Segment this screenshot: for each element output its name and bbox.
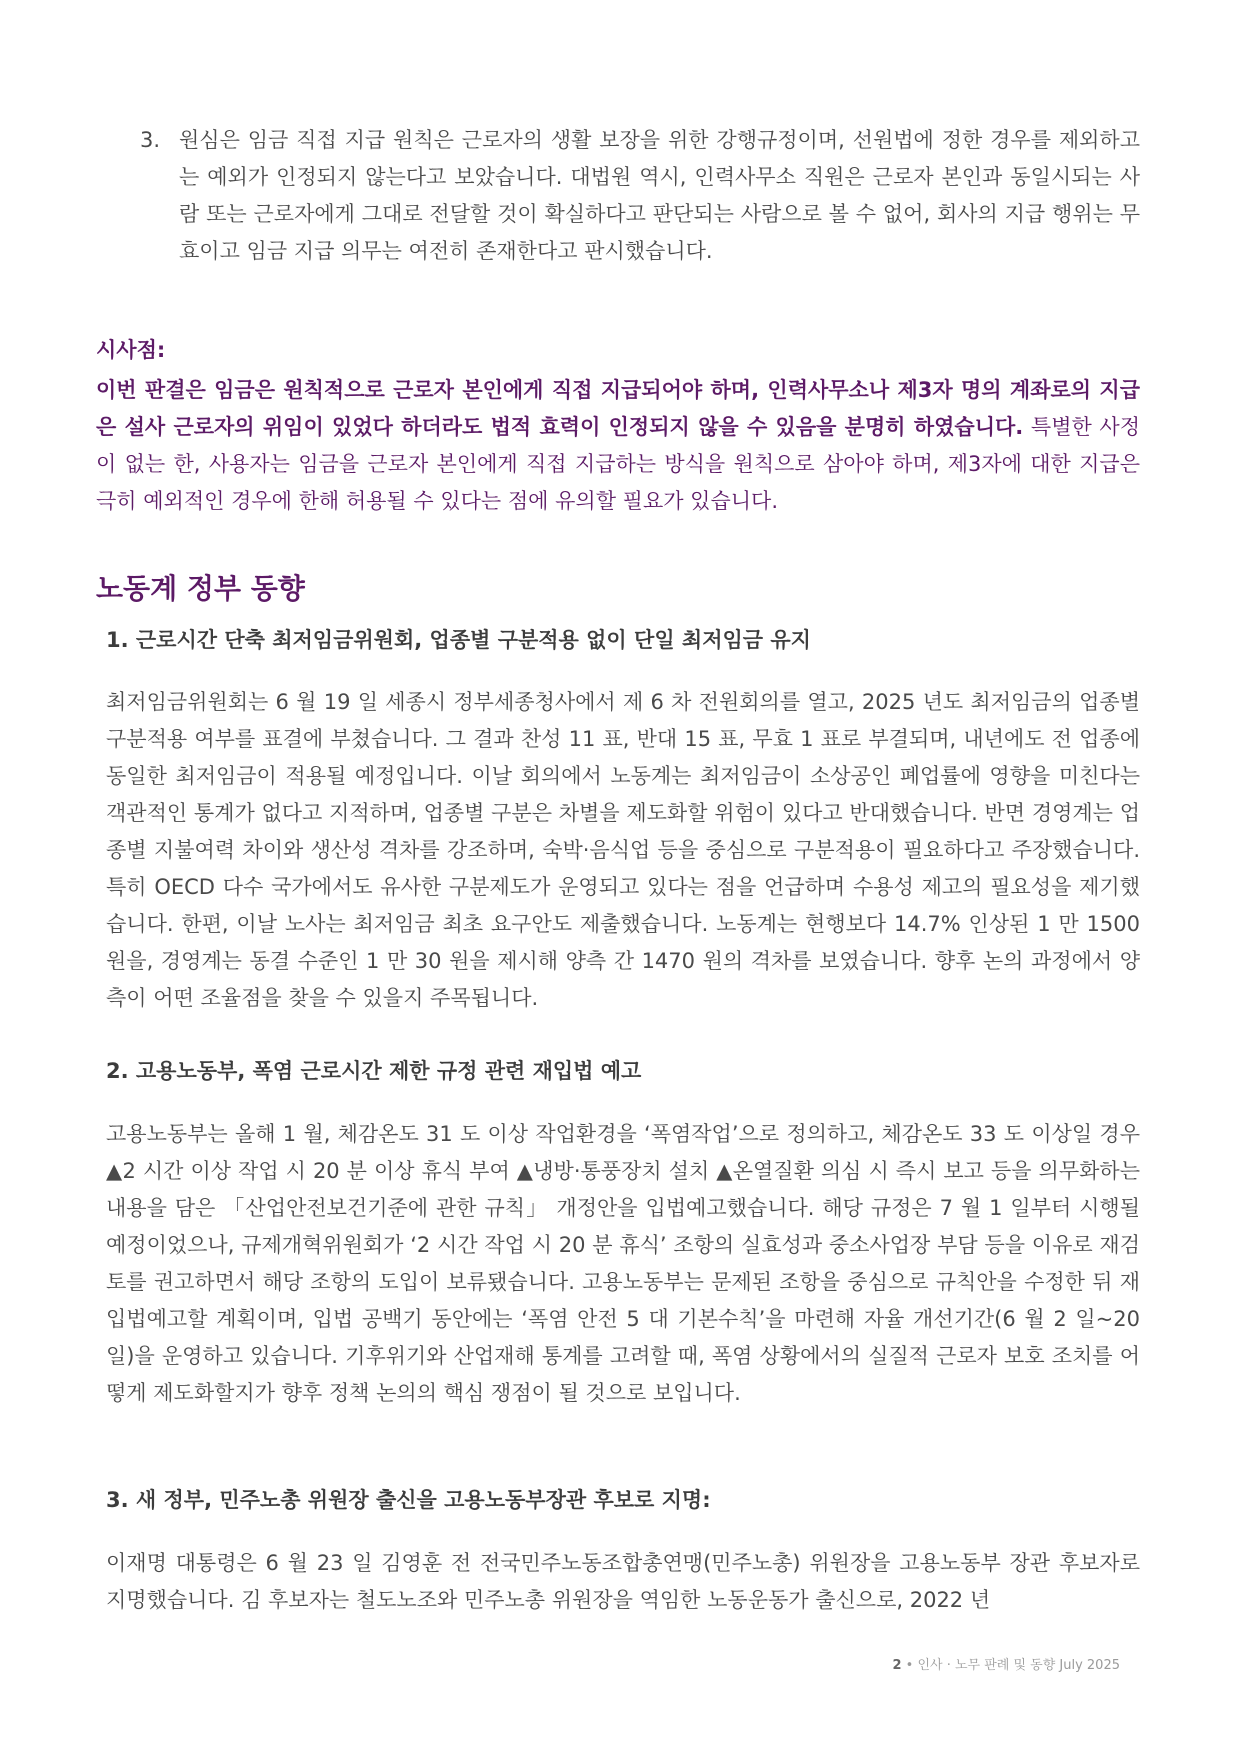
footer-text: 인사 · 노무 판례 및 동향 July 2025 bbox=[917, 1658, 1120, 1673]
news-heading-3: 3. 새 정부, 민주노총 위원장 출신을 고용노동부장관 후보로 지명: bbox=[106, 1488, 711, 1512]
page-number: 2 bbox=[892, 1658, 902, 1673]
footer-bullet: • bbox=[905, 1658, 914, 1673]
list-number: 3. bbox=[140, 128, 161, 152]
news-body-1: 최저임금위원회는 6 월 19 일 세종시 정부세종청사에서 제 6 차 전원회의를 열고, 2025 년도 최저임금의 업종별 구분적용 여부를 표결에 부쳤습니다. 그 결과 찬성 11 표, 반대 15 표, 무효 1 표로 부결되며, 내년에도 전 업종에 동일한 최저임금이 적용될 예정입니다. 이날 회의에서 노동계는 최저임금이 소상공인 폐업률에 영향을 미친다는 객관적인 통계가 없다고 지적하며, 업종별 구분은 차별을 제도화할 위험이 있다고 반대했습니다. 반면 경영계는 업종별 지불여력 차이와 생산성 격차를 강조하며, 숙박·음식업 등을 중심으로 구분적용이 필요하다고 주장했습니다. 특히 OECD 다수 국가에서도 유사한 구분제도가 운영되고 있다는 점을 언급하며 수용성 제고의 필요성을 제기했습니다. 한편, 이날 노사는 최저임금 최초 요구안도 제출했습니다. 노동계는 현행보다 14.7% 인상된 1 만 1500 원을, 경영계는 동결 수준인 1 만 30 원을 제시해 양측 간 1470 원의 격차를 보였습니다. 향후 논의 과정에서 양측이 어떤 조율점을 찾을 수 있을지 주목됩니다. bbox=[106, 690, 1140, 1010]
list-item-text: 원심은 임금 직접 지급 원칙은 근로자의 생활 보장을 위한 강행규정이며, 선원법에 정한 경우를 제외하고는 예외가 인정되지 않는다고 보았습니다. 대법원 역시, 인력사무소 직원은 근로자 본인과 동일시되는 사람 또는 근로자에게 그대로 전달할 것이 확실하다고 판단되는 사람으로 볼 수 없어, 회사의 지급 행위는 무효이고 임금 지급 의무는 여전히 존재한다고 판시했습니다. bbox=[179, 128, 1140, 263]
implication-block bbox=[96, 332, 1140, 520]
page-footer bbox=[860, 1654, 1120, 1673]
section-title: 노동계 정부 동향 bbox=[96, 572, 305, 605]
news-heading-1: 1. 근로시간 단축 최저임금위원회, 업종별 구분적용 없이 단일 최저임금 유지 bbox=[106, 628, 811, 652]
implication-label: 시사점: bbox=[96, 338, 166, 362]
news-body-2: 고용노동부는 올해 1 월, 체감온도 31 도 이상 작업환경을 ‘폭염작업’으로 정의하고, 체감온도 33 도 이상일 경우 ▲2 시간 이상 작업 시 20 분 이상 휴식 부여 ▲냉방·통풍장치 설치 ▲온열질환 의심 시 즉시 보고 등을 의무화하는 내용을 담은 「산업안전보건기준에 관한 규칙」 개정안을 입법예고했습니다. 해당 규정은 7 월 1 일부터 시행될 예정이었으나, 규제개혁위원회가 ‘2 시간 작업 시 20 분 휴식’ 조항의 실효성과 중소사업장 부담 등을 이유로 재검토를 권고하면서 해당 조항의 도입이 보류됐습니다. 고용노동부는 문제된 조항을 중심으로 규칙안을 수정한 뒤 재입법예고할 계획이며, 입법 공백기 동안에는 ‘폭염 안전 5 대 기본수칙’을 마련해 자율 개선기간(6 월 2 일~20 일)을 운영하고 있습니다. 기후위기와 산업재해 통계를 고려할 때, 폭염 상황에서의 실질적 근로자 보호 조치를 어떻게 제도화할지가 향후 정책 논의의 핵심 쟁점이 될 것으로 보입니다. bbox=[106, 1122, 1140, 1405]
news-body-3: 이재명 대통령은 6 월 23 일 김영훈 전 전국민주노동조합총연맹(민주노총) 위원장을 고용노동부 장관 후보자로 지명했습니다. 김 후보자는 철도노조와 민주노총 위원장을 역임한 노동운동가 출신으로, 2022 년 bbox=[106, 1551, 1140, 1612]
implication-text: 특별한 사정이 없는 한, 사용자는 임금을 근로자 본인에게 직접 지급하는 방식을 원칙으로 삼아야 하며, 제3자에 대한 지급은 극히 예외적인 경우에 한해 허용될 수 있다는 점에 유의할 필요가 있습니다. bbox=[96, 415, 1140, 513]
implication-bold-text: 이번 판결은 임금은 원칙적으로 근로자 본인에게 직접 지급되어야 하며, 인력사무소나 제3자 명의 계좌로의 지급은 설사 근로자의 위임이 있었다 하더라도 법적 효력이 인정되지 않을 수 있음을 분명히 하였습니다. bbox=[96, 378, 1140, 439]
news-heading-2: 2. 고용노동부, 폭염 근로시간 제한 규정 관련 재입법 예고 bbox=[106, 1059, 642, 1083]
case-list-item bbox=[140, 122, 1140, 270]
